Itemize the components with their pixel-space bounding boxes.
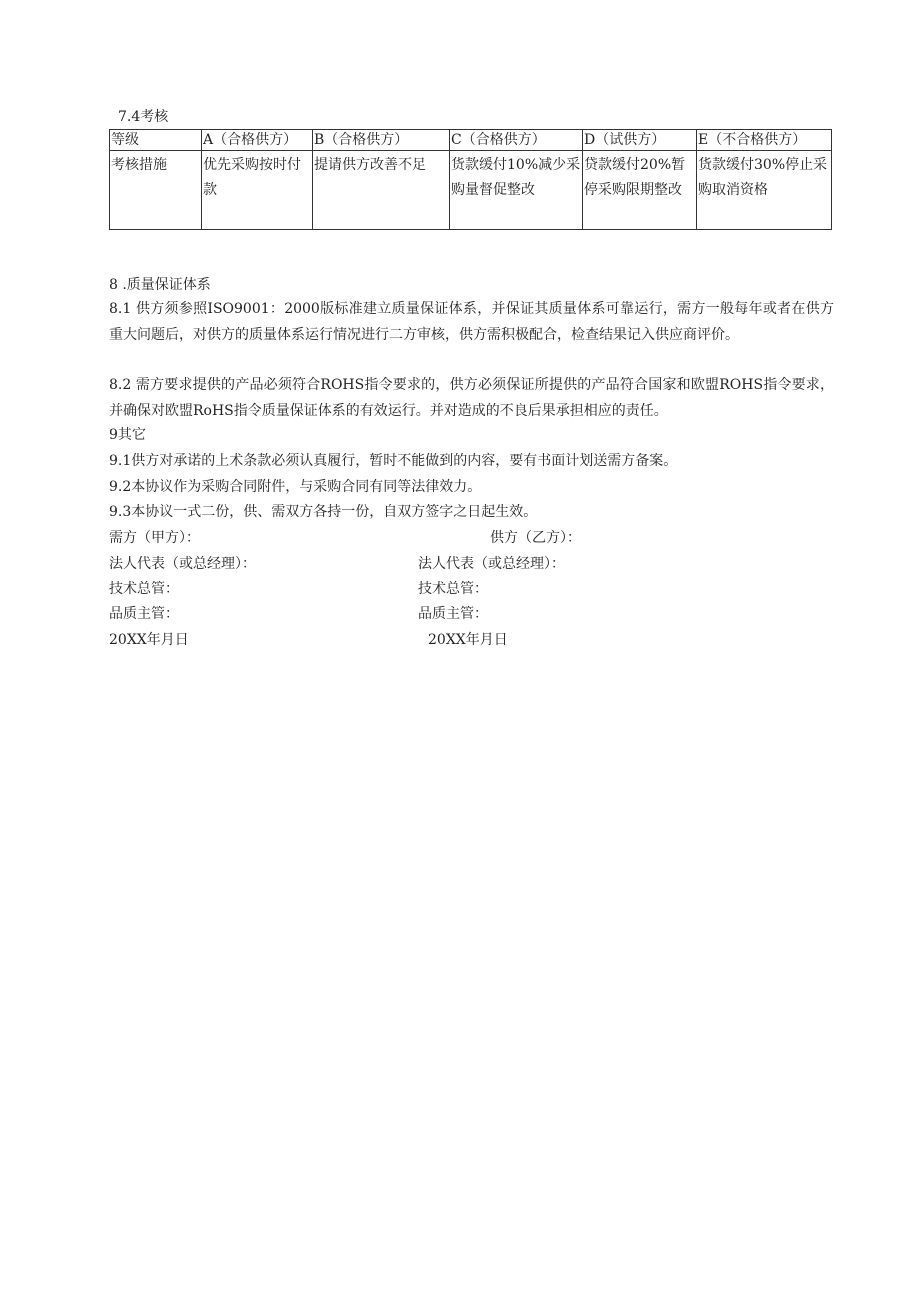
demand-legal-rep-label: 法人代表（或总经理）：	[109, 556, 256, 572]
table-cell: 考核措施	[110, 151, 202, 230]
demand-quality-director-label: 品质主管：	[109, 606, 179, 622]
table-cell: 贷款缓付20%暂停采购限期整改	[583, 151, 697, 230]
supply-legal-rep-label: 法人代表（或总经理）：	[418, 556, 565, 572]
paragraph-9-3: 9.3本协议一式二份，供、需双方各持一份，自双方签字之日起生效。	[109, 504, 538, 520]
supply-quality-director-label: 品质主管：	[418, 606, 488, 622]
table-header-cell: B（合格供方）	[313, 130, 450, 151]
demand-tech-director-label: 技术总管：	[109, 581, 179, 597]
table-header-cell: D（试供方）	[583, 130, 697, 151]
table-header-cell: C（合格供方）	[450, 130, 583, 151]
paragraph-8-2: 8.2 需方要求提供的产品必须符合ROHS指令要求的，供方必须保证所提供的产品符合国家和欧盟ROHS指令要求，并确保对欧盟RoHS指令质量保证体系的有效运行。并对造成的不良后果承担相应的责任。	[109, 377, 834, 419]
demand-date: 20XX年月日	[109, 632, 189, 648]
table-header-cell: A（合格供方）	[202, 130, 313, 151]
paragraph-9-2: 9.2本协议作为采购合同附件，与采购合同有同等法律效力。	[109, 479, 482, 495]
assessment-table	[109, 129, 832, 230]
table-row	[110, 151, 832, 230]
supply-party-label: 供方（乙方）：	[490, 530, 581, 546]
supply-date: 20XX年月日	[428, 632, 508, 648]
table-header-row	[110, 130, 832, 151]
paragraph-8-1: 8.1 供方须参照ISO9001：2000版标准建立质量保证体系，并保证其质量体系可靠运行，需方一般每年或者在供方重大问题后，对供方的质量体系运行情况进行二方审核，供方需积极配合，检查结果记入供应商评价。	[109, 301, 834, 343]
section-7-4-title: 7.4考核	[118, 109, 169, 125]
table-header-cell: 等级	[110, 130, 202, 151]
table-cell: 货款缓付10%减少采购量督促整改	[450, 151, 583, 230]
table-cell: 货款缓付30%停止采购取消资格	[697, 151, 832, 230]
paragraph-9-1: 9.1供方对承诺的上术条款必须认真履行，暂时不能做到的内容，要有书面计划送需方备案。	[109, 453, 678, 469]
demand-party-label: 需方（甲方）：	[109, 530, 200, 546]
table-cell: 提请供方改善不足	[313, 151, 450, 230]
section-8-title: 8 .质量保证体系	[109, 277, 211, 293]
table-header-cell: E（不合格供方）	[697, 130, 832, 151]
table-cell: 优先采购按时付款	[202, 151, 313, 230]
section-9-title: 9其它	[109, 427, 146, 443]
supply-tech-director-label: 技术总管：	[418, 581, 488, 597]
